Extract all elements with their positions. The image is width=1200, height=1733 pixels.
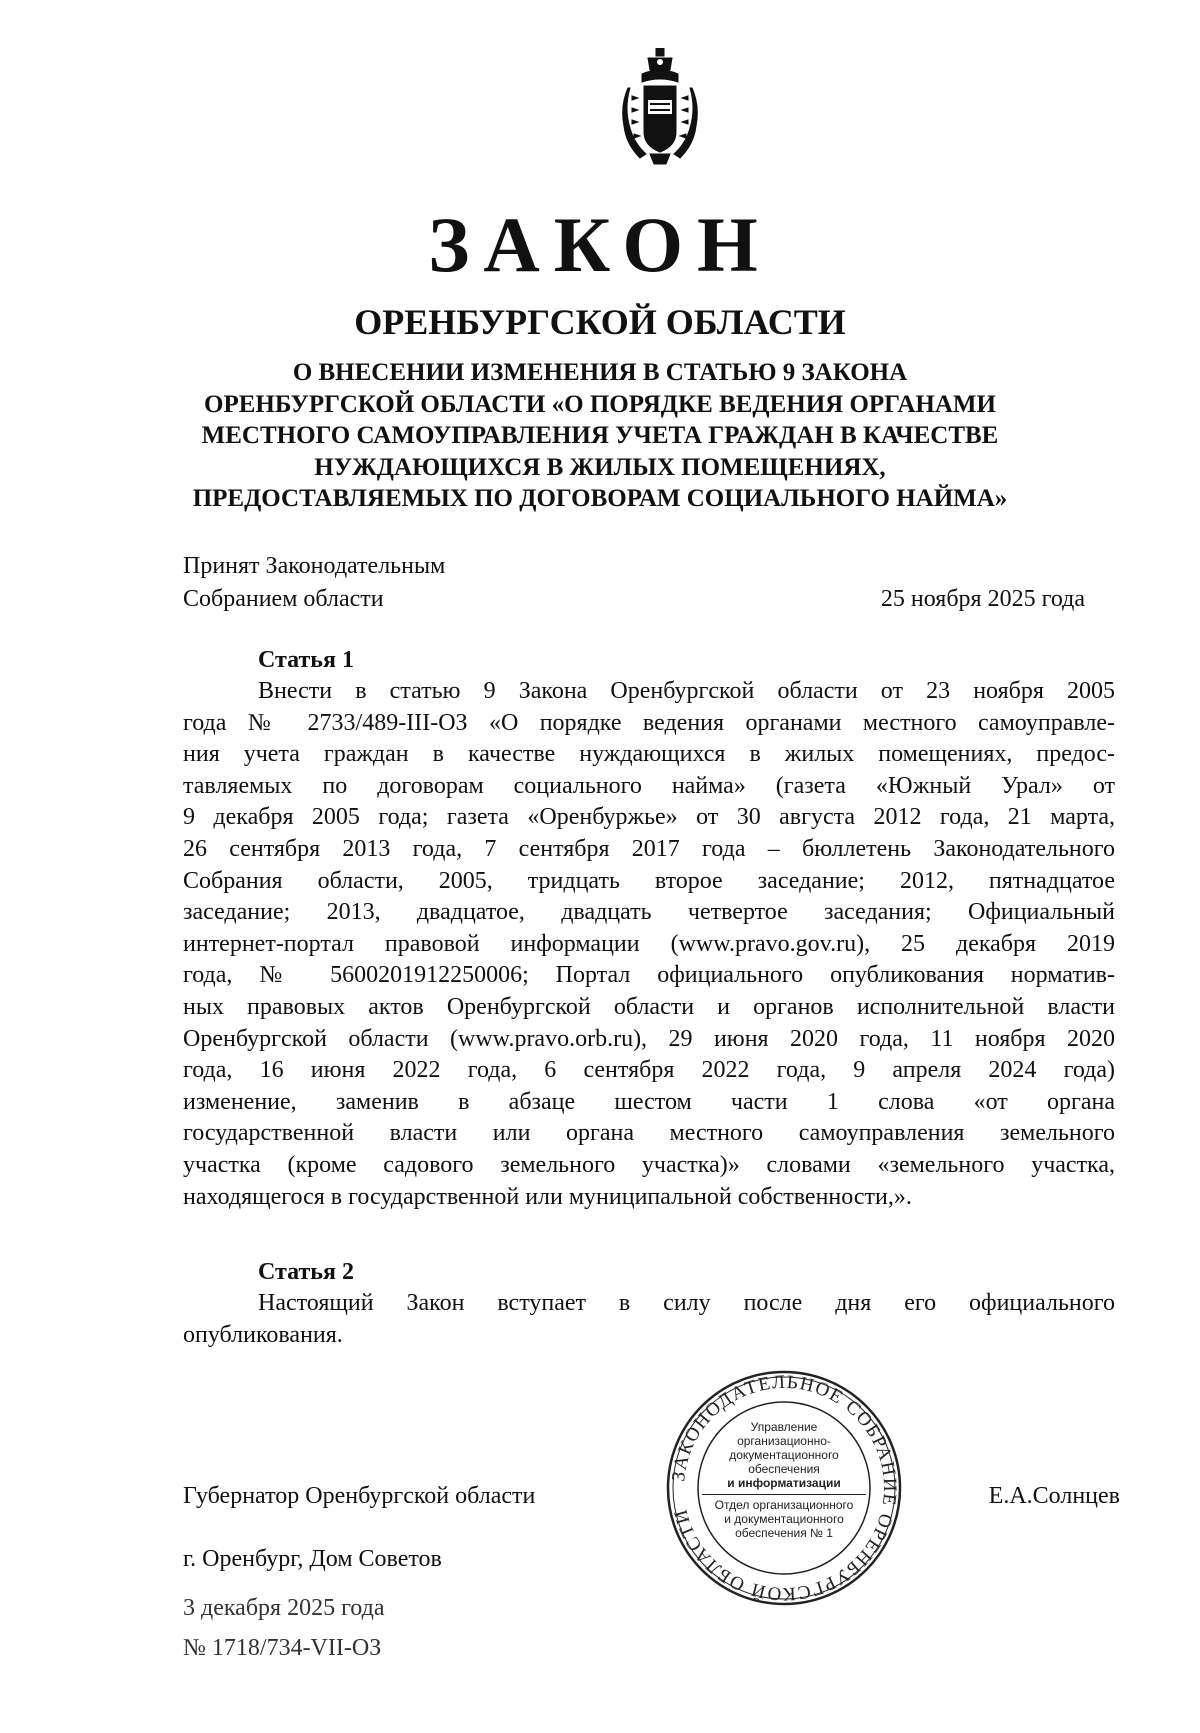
article-line: государственной власти или органа местного самоуправления земельного bbox=[183, 1120, 1115, 1147]
article-line: года, 16 июня 2022 года, 6 сентября 2022 года, 9 апреля 2024 года) bbox=[183, 1057, 1115, 1084]
seal-inner-text bbox=[698, 1420, 870, 1540]
seal-divider bbox=[702, 1494, 866, 1495]
article-line: Настоящий Закон вступает в силу после дня его официального bbox=[258, 1290, 1115, 1316]
adoption-note bbox=[183, 550, 445, 616]
document-subtitle bbox=[175, 357, 1025, 515]
governor-title: Губернатор Оренбургской области bbox=[183, 1483, 536, 1509]
article-line: заседание; 2013, двадцатое, двадцать четвертое заседания; Официальный bbox=[183, 899, 1115, 926]
seal-line: обеспечения bbox=[748, 1462, 820, 1476]
article-line: интернет-портал правовой информации (www.pravo.gov.ru), 25 декабря 2019 bbox=[183, 930, 1115, 957]
document-title: ЗАКОН bbox=[428, 201, 772, 288]
article-line: участка (кроме садового земельного участка)» словами «земельного участка, bbox=[183, 1151, 1115, 1178]
article-2-heading: Статья 2 bbox=[258, 1259, 354, 1285]
article-line: года, № 5600201912250006; Портал официального опубликования норматив- bbox=[183, 962, 1115, 989]
signing-place: г. Оренбург, Дом Советов bbox=[183, 1546, 442, 1572]
article-line: находящегося в государственной или муниципальной собственности,». bbox=[183, 1183, 912, 1210]
article-1-body bbox=[183, 676, 1115, 1213]
article-line: изменение, заменив в абзаце шестом части 1 слова «от органа bbox=[183, 1088, 1115, 1115]
law-number: № 1718/734-VII-ОЗ bbox=[183, 1635, 382, 1661]
adoption-date: 25 ноября 2025 года bbox=[880, 586, 1085, 612]
article-line: Оренбургской области (www.pravo.orb.ru), 29 июня 2020 года, 11 ноября 2020 bbox=[183, 1025, 1115, 1052]
article-2-body bbox=[183, 1288, 1115, 1351]
article-line: Собрания области, 2005, тридцать второе заседание; 2012, пятнадцатое bbox=[183, 867, 1115, 894]
article-line: ных правовых актов Оренбургской области и органов исполнительной власти bbox=[183, 993, 1115, 1020]
document-region: ОРЕНБУРГСКОЙ ОБЛАСТИ bbox=[354, 302, 846, 342]
article-line: тавляемых по договорам социального найма» (газета «Южный Урал» от bbox=[183, 772, 1115, 799]
seal-line: и документационного bbox=[724, 1512, 844, 1526]
article-line: 26 сентября 2013 года, 7 сентября 2017 года – бюллетень Законодательного bbox=[183, 835, 1115, 862]
subtitle-line: ОРЕНБУРГСКОЙ ОБЛАСТИ «О ПОРЯДКЕ ВЕДЕНИЯ ОРГАНАМИ bbox=[204, 390, 996, 418]
adoption-line: Собранием области bbox=[183, 586, 384, 612]
article-line: опубликования. bbox=[183, 1321, 343, 1348]
coat-of-arms-icon bbox=[620, 48, 700, 168]
seal-line: обеспечения № 1 bbox=[735, 1526, 833, 1540]
seal-ring-text: ЗАКОНОДАТЕЛЬНОЕ СОБРАНИЕ ОРЕНБУРГСКОЙ ОБЛАСТИ bbox=[668, 1371, 901, 1605]
seal-line: Управление bbox=[750, 1420, 818, 1434]
seal-line: организационно- bbox=[737, 1434, 831, 1448]
signing-date: 3 декабря 2025 года bbox=[183, 1595, 385, 1621]
article-line: года № 2733/489-III-ОЗ «О порядке ведения органами местного самоуправле- bbox=[183, 709, 1115, 736]
subtitle-line: МЕСТНОГО САМОУПРАВЛЕНИЯ УЧЕТА ГРАЖДАН В КАЧЕСТВЕ bbox=[201, 422, 999, 449]
subtitle-line: НУЖДАЮЩИХСЯ В ЖИЛЫХ ПОМЕЩЕНИЯХ, bbox=[314, 453, 886, 481]
seal-line: Отдел организационного bbox=[714, 1498, 854, 1512]
subtitle-line: ПРЕДОСТАВЛЯЕМЫХ ПО ДОГОВОРАМ СОЦИАЛЬНОГО НАЙМА» bbox=[192, 485, 1008, 512]
article-1-heading: Статья 1 bbox=[258, 647, 354, 673]
governor-name: Е.А.Солнцев bbox=[988, 1483, 1120, 1509]
article-line: Внести в статью 9 Закона Оренбургской области от 23 ноября 2005 bbox=[258, 678, 1115, 704]
subtitle-line: О ВНЕСЕНИИ ИЗМЕНЕНИЯ В СТАТЬЮ 9 ЗАКОНА bbox=[292, 359, 908, 386]
seal-line: документационного bbox=[729, 1448, 839, 1462]
adoption-line: Принят Законодательным bbox=[183, 553, 446, 579]
article-line: 9 декабря 2005 года; газета «Оренбуржье» от 30 августа 2012 года, 21 марта, bbox=[183, 804, 1115, 831]
seal-line: и информатизации bbox=[727, 1476, 841, 1490]
article-line: ния учета граждан в качестве нуждающихся в жилых помещениях, предос- bbox=[183, 741, 1115, 768]
